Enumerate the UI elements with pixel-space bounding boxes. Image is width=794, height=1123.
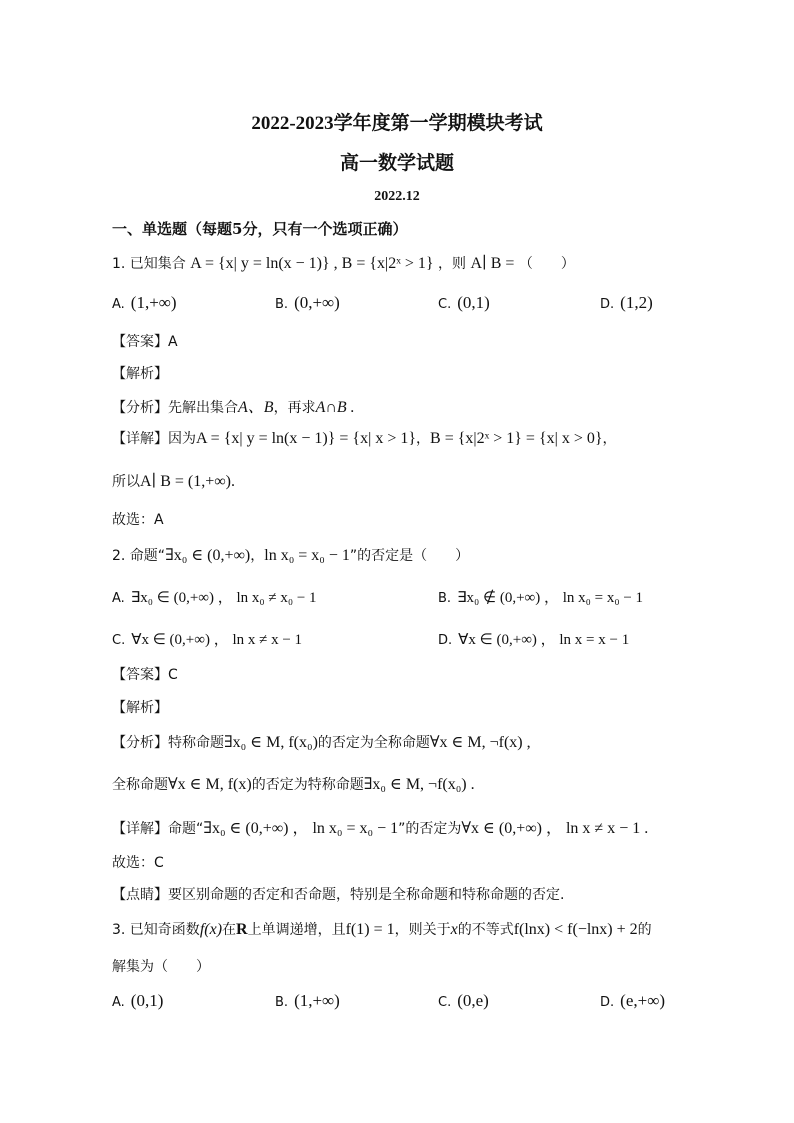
option-label: A.	[112, 591, 125, 606]
q1-fenxi-text-b: ，再求	[273, 400, 316, 416]
q3-option-a	[112, 991, 163, 1011]
q2-detail-text-b: ”的否定为	[398, 821, 462, 837]
q2-option-a	[112, 586, 317, 607]
q2-detail	[112, 815, 648, 838]
q2-choose: 故选：C	[112, 855, 164, 871]
q2-quan-text: 全称命题	[112, 777, 168, 793]
q3-stem-math3: f(1) = 1	[345, 921, 395, 938]
q2-fenxi-math2: ∀x ∈ M, ¬f(x) ,	[429, 734, 531, 751]
q1-detail	[112, 428, 617, 448]
option-label: C.	[438, 995, 452, 1010]
q1-stem-paren: （ ）	[518, 256, 575, 272]
option-label: B.	[275, 297, 289, 312]
q2-fenxi-text-b: 的否定为全称命题	[317, 735, 430, 751]
q1-stem-math: A = {x| y = ln(x − 1)} , B = {x|2ˣ > 1}	[190, 255, 434, 272]
option-value: ∀x ∈ (0,+∞) ， ln x = x − 1	[458, 632, 630, 648]
q3-stem-math5: f(lnx) < f(−lnx) + 2	[513, 921, 638, 938]
q2-stem	[112, 545, 469, 565]
option-label: B.	[438, 591, 452, 606]
q2-quan-text-b: 的否定为特称命题	[251, 777, 364, 793]
option-label: A.	[112, 297, 125, 312]
option-value: ∀x ∈ (0,+∞) ， ln x ≠ x − 1	[131, 632, 303, 648]
q2-stem-sep: ，	[250, 548, 265, 564]
option-value: (0,+∞)	[294, 293, 340, 312]
q1-stem-text-b: ，则	[438, 256, 467, 272]
q2-fenxi	[112, 732, 531, 752]
q2-stem-math: ∃x₀ ∈ (0,+∞)	[165, 547, 251, 564]
q1-answer: 【答案】A	[112, 334, 178, 350]
option-value: ∃x₀ ∉ (0,+∞) ， ln x₀ = x₀ − 1	[457, 590, 644, 606]
q3-stem-text-d: ，则关于	[394, 922, 451, 938]
q1-conclusion	[112, 471, 235, 491]
q3-stem-text-c: 上单调递增，且	[247, 922, 346, 938]
q2-stem-math2: ln x₀ = x₀ − 1	[264, 547, 350, 564]
q2-stem-text-c: ”的否定是（ ）	[349, 548, 470, 564]
option-value: (1,2)	[620, 293, 653, 312]
q3-option-b	[275, 991, 340, 1011]
q1-stem-text: 1. 已知集合	[112, 256, 186, 272]
q2-option-b	[438, 586, 643, 607]
option-label: D.	[438, 633, 453, 648]
q2-fenxi-text: 【分析】特称命题	[112, 735, 224, 751]
q2-detail-math2: ∀x ∈ (0,+∞) ， ln x ≠ x − 1 .	[461, 820, 649, 837]
option-label: B.	[275, 995, 289, 1010]
exam-subtitle: 高一数学试题	[339, 152, 454, 174]
q1-stem-math2: A∣ B =	[470, 255, 515, 272]
q2-option-c	[112, 628, 302, 649]
q3-stem-text-e: 的不等式	[457, 922, 514, 938]
q1-fenxi-text: 【分析】先解出集合	[112, 400, 238, 416]
q3-option-c	[438, 991, 489, 1011]
q1-detail-sep: ，	[416, 431, 431, 447]
q2-quan-math2: ∃x₀ ∈ M, ¬f(x₀) .	[363, 776, 475, 793]
q2-stem-text: 2. 命题“	[112, 548, 166, 564]
exam-title: 2022-2023学年度第一学期模块考试	[251, 113, 543, 134]
q1-option-c	[438, 293, 490, 313]
q3-stem-math4: x	[450, 921, 458, 938]
q1-analysis-label: 【解析】	[112, 366, 168, 382]
q1-detail-sep2: ，	[602, 431, 617, 447]
section-heading: 一、单选题（每题5分，只有一个选项正确）	[112, 220, 408, 238]
q3-option-d	[600, 991, 665, 1011]
option-value: (e,+∞)	[620, 991, 665, 1010]
q1-detail-math: A = {x| y = ln(x − 1)} = {x| x > 1}	[196, 430, 417, 447]
q3-stem-text-f: 的	[637, 922, 652, 938]
q3-stem-math2: R	[236, 921, 248, 938]
option-label: C.	[112, 633, 126, 648]
q3-stem	[112, 919, 652, 939]
q1-option-d	[600, 293, 653, 313]
option-label: D.	[600, 995, 615, 1010]
option-value: (0,1)	[457, 293, 490, 312]
option-value: (0,1)	[130, 991, 164, 1010]
q1-conclusion-math: A∣ B = (1,+∞).	[140, 473, 235, 490]
q2-dianjing: 【点睛】要区别命题的否定和否命题，特别是全称命题和特称命题的否定.	[112, 887, 565, 903]
option-value: (1,+∞)	[294, 991, 340, 1010]
option-value: ∃x₀ ∈ (0,+∞) ， ln x₀ ≠ x₀ − 1	[130, 590, 317, 606]
q2-fenxi-math: ∃x₀ ∈ M, f(x₀)	[224, 734, 318, 751]
q2-option-d	[438, 628, 629, 649]
q2-quan	[112, 774, 475, 794]
q1-detail-math2: B = {x|2ˣ > 1} = {x| x > 0}	[430, 430, 603, 447]
q1-stem	[112, 253, 575, 273]
q1-detail-text: 【详解】因为	[112, 431, 196, 447]
option-label: A.	[112, 995, 125, 1010]
q3-stem-math: f(x)	[199, 921, 223, 938]
q1-option-b	[275, 293, 340, 313]
q1-fenxi-math: A、B	[238, 399, 274, 416]
option-label: C.	[438, 297, 452, 312]
q3-stem-text: 3. 已知奇函数	[112, 922, 200, 938]
q2-detail-math: ∃x₀ ∈ (0,+∞) ， ln x₀ = x₀ − 1	[203, 820, 399, 837]
option-value: (0,e)	[457, 991, 489, 1010]
option-value: (1,+∞)	[130, 293, 177, 312]
q2-analysis-label: 【解析】	[112, 700, 168, 716]
exam-date: 2022.12	[374, 189, 420, 204]
q1-choose: 故选：A	[112, 512, 164, 528]
option-label: D.	[600, 297, 615, 312]
q2-detail-text: 【详解】命题“	[112, 821, 204, 837]
q1-conclusion-text: 所以	[112, 474, 140, 490]
q1-fenxi-math2: A∩B .	[315, 399, 355, 416]
q2-answer: 【答案】C	[112, 667, 178, 683]
q1-fenxi	[112, 394, 355, 417]
q3-stem-line2: 解集为（ ）	[112, 959, 210, 975]
q1-option-a	[112, 293, 177, 313]
q2-quan-math: ∀x ∈ M, f(x)	[168, 776, 252, 793]
q3-stem-text-b: 在	[222, 922, 237, 938]
